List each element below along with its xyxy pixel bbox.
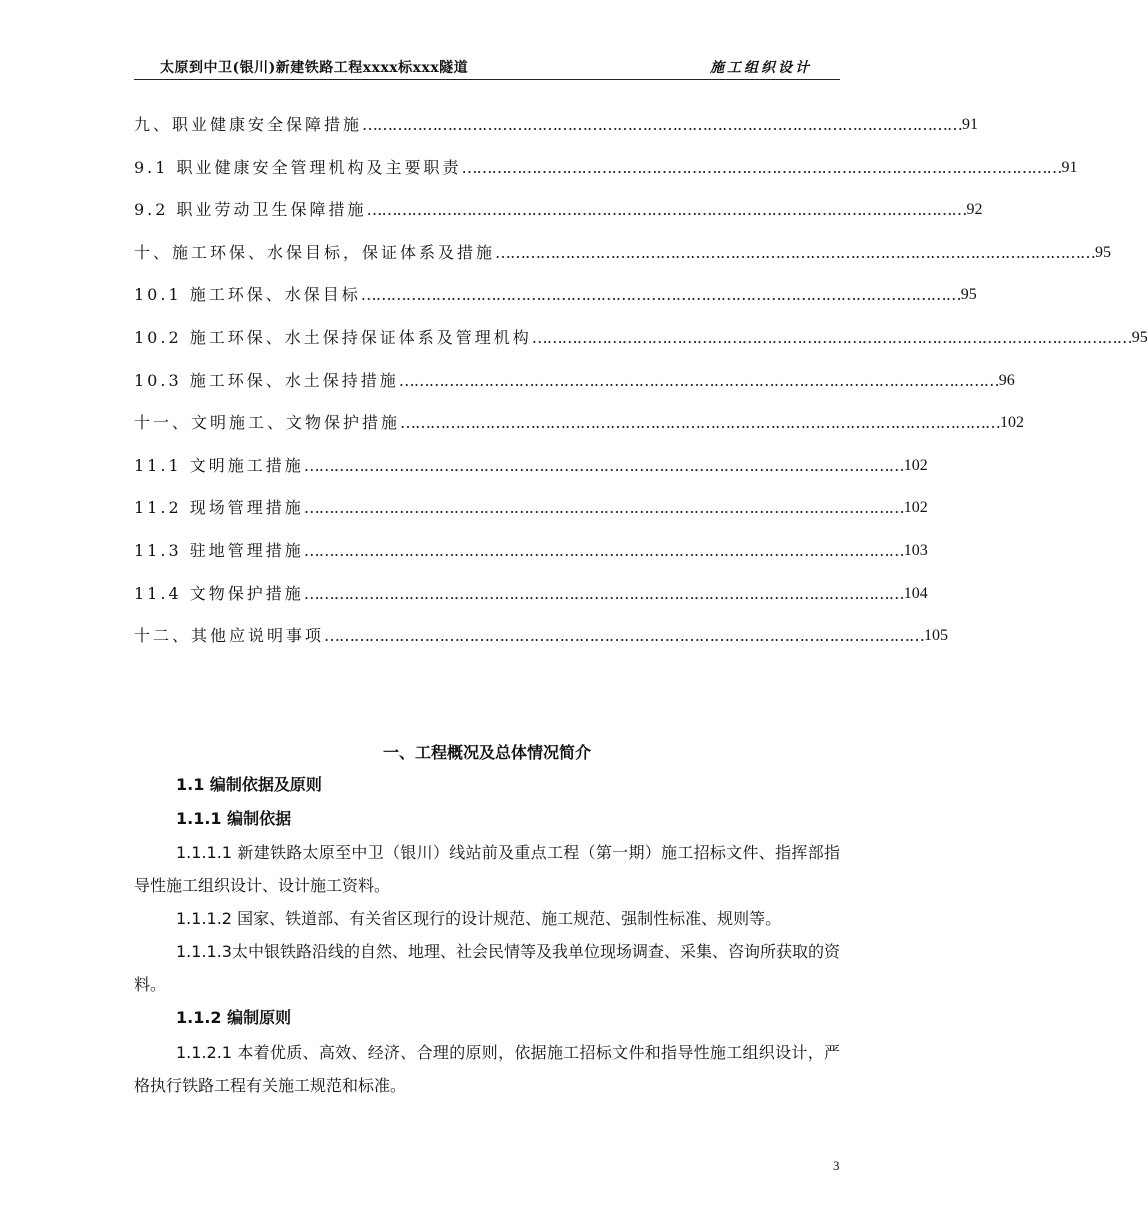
toc-entry[interactable]: [134, 197, 983, 240]
toc-leader-dots: …………………………………………………………………………………………………………: [366, 200, 967, 220]
toc-entry-title: 十二、其他应说明事项: [134, 626, 325, 646]
toc-entry-page: 92: [966, 201, 983, 219]
toc-leader-dots: …………………………………………………………………………………………………………: [362, 115, 963, 134]
toc-entry-title: 九、职业健康安全保障措施: [134, 115, 363, 134]
toc-leader-dots: …………………………………………………………………………………………………………: [400, 413, 1001, 433]
toc-entry[interactable]: [134, 282, 977, 325]
toc-entry[interactable]: [134, 325, 1148, 368]
toc-entry-title: 11.4 文物保护措施: [134, 583, 304, 603]
toc-entry-page: 95: [1095, 243, 1112, 261]
header-project-title: 太原到中卫(银川)新建铁路工程xxxx标xxx隧道: [160, 60, 469, 76]
toc-entry[interactable]: [134, 495, 928, 538]
toc-entry-title: 十一、文明施工、文物保护措施: [134, 413, 401, 433]
toc-entry-title: 11.3 驻地管理措施: [134, 540, 304, 560]
toc-entry[interactable]: [134, 410, 1025, 453]
toc-leader-dots: …………………………………………………………………………………………………………: [324, 626, 925, 646]
toc-entry[interactable]: [134, 240, 1112, 283]
heading-1-1: 1.1 编制依据及原则: [176, 775, 322, 794]
toc-entry-title: 9.1 职业健康安全管理机构及主要职责: [134, 157, 462, 177]
toc-leader-dots: …………………………………………………………………………………………………………: [360, 285, 961, 305]
toc-entry-page: 91: [1061, 158, 1078, 176]
toc-entry-title: 10.3 施工环保、水土保持措施: [134, 370, 399, 390]
heading-1-1-1: 1.1.1 编制依据: [176, 809, 292, 828]
toc-leader-dots: …………………………………………………………………………………………………………: [531, 327, 1132, 347]
paragraph-1-1-1-1: 1.1.1.1 新建铁路太原至中卫（银川）线站前及重点工程（第一期）施工招标文件、指挥部指导性施工组织设计、设计施工资料。: [134, 843, 840, 895]
toc-entry[interactable]: [134, 155, 1078, 198]
toc-leader-dots: …………………………………………………………………………………………………………: [303, 583, 904, 603]
page-number: 3: [833, 1158, 840, 1173]
toc-entry[interactable]: [134, 453, 928, 496]
toc-entry-title: 十、施工环保、水保目标，保证体系及措施: [134, 242, 496, 262]
table-of-contents: [134, 112, 1148, 666]
toc-entry-page: 102: [1000, 414, 1025, 432]
toc-entry-page: 104: [903, 584, 928, 602]
toc-entry[interactable]: [134, 368, 1015, 411]
heading-1-1-2: 1.1.2 编制原则: [176, 1008, 292, 1027]
toc-entry-page: 95: [960, 286, 977, 304]
toc-entry-title: 10.1 施工环保、水保目标: [134, 285, 361, 305]
toc-entry-page: 102: [903, 456, 928, 474]
paragraph-1-1-1-3: 1.1.1.3太中银铁路沿线的自然、地理、社会民情等及我单位现场调查、采集、咨询所获取的资料。: [134, 942, 840, 994]
toc-entry-title: 11.1 文明施工措施: [134, 455, 304, 475]
toc-entry-page: 91: [962, 116, 979, 133]
toc-entry-page: 95: [1131, 328, 1148, 346]
toc-leader-dots: …………………………………………………………………………………………………………: [461, 157, 1062, 177]
toc-entry-page: 96: [998, 371, 1015, 389]
toc-leader-dots: …………………………………………………………………………………………………………: [303, 498, 904, 518]
toc-entry[interactable]: [134, 581, 928, 624]
toc-entry-title: 9.2 职业劳动卫生保障措施: [134, 200, 367, 220]
paragraph-1-1-2-1: 1.1.2.1 本着优质、高效、经济、合理的原则，依据施工招标文件和指导性施工组织设计，严格执行铁路工程有关施工规范和标准。: [134, 1043, 840, 1095]
toc-entry[interactable]: [134, 538, 928, 581]
toc-entry[interactable]: [134, 112, 979, 155]
toc-entry-page: 102: [903, 499, 928, 517]
toc-leader-dots: …………………………………………………………………………………………………………: [495, 242, 1096, 262]
page-header: [134, 55, 840, 80]
toc-leader-dots: …………………………………………………………………………………………………………: [303, 455, 904, 475]
toc-entry-title: 11.2 现场管理措施: [134, 498, 304, 518]
paragraph-1-1-1-2: 1.1.1.2 国家、铁道部、有关省区现行的设计规范、施工规范、强制性标准、规则等。: [176, 909, 782, 928]
toc-entry-page: 105: [924, 627, 949, 645]
toc-entry-title: 10.2 施工环保、水土保持保证体系及管理机构: [134, 327, 532, 347]
toc-leader-dots: …………………………………………………………………………………………………………: [398, 370, 999, 390]
section-title: 一、工程概况及总体情况简介: [382, 743, 591, 762]
toc-entry[interactable]: [134, 623, 949, 666]
toc-entry-page: 103: [903, 541, 928, 559]
header-document-type: 施工组织设计: [710, 60, 812, 76]
toc-leader-dots: …………………………………………………………………………………………………………: [303, 540, 904, 560]
